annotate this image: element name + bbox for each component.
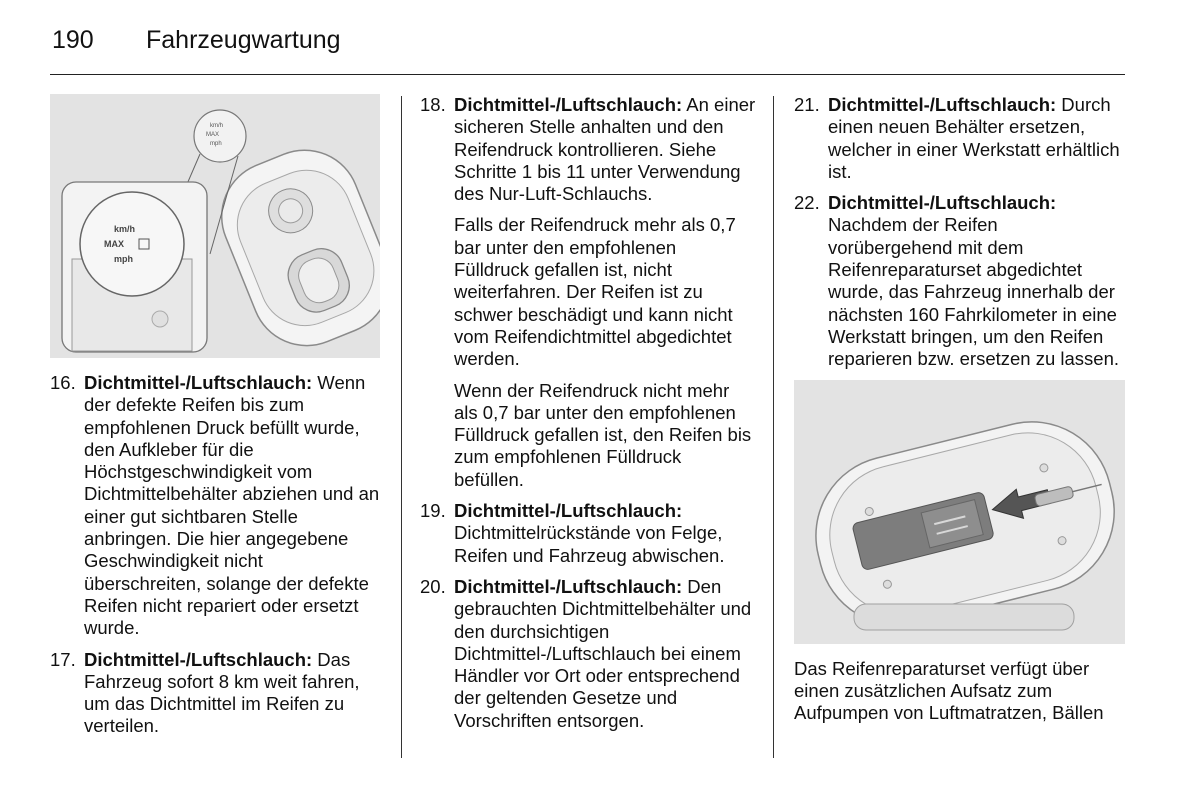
column-left (50, 94, 380, 747)
step-text: Dichtmittelrückstände von Felge, Reifen und Fahrzeug abwischen. (454, 522, 725, 566)
list-item (50, 649, 380, 738)
step-subparagraph: Falls der Reifendruck mehr als 0,7 bar unter den empfohlenen Fülldruck gefallen ist, nicht weiterfahren. Der Reifen ist zu schwer beschädigt und kann nicht vom Reifendichtmittel abgedichtet werden. (454, 214, 736, 370)
list-item (794, 94, 1125, 183)
svg-text:km/h: km/h (210, 123, 224, 129)
column-right (794, 94, 1125, 724)
step-text: Durch einen neuen Behälter ersetzen, welcher in einer Werkstatt erhältlich ist. (828, 94, 1120, 182)
list-item (420, 94, 756, 205)
step-number: 21. (794, 94, 820, 115)
list-item (50, 372, 380, 640)
list-item (420, 576, 756, 732)
header-divider (50, 74, 1125, 75)
chapter-title: Fahrzeugwartung (146, 26, 341, 54)
step-heading: Dichtmittel-/Luftschlauch: (84, 648, 313, 670)
gauge-label-kmh: km/h (114, 224, 136, 234)
step-number: 20. (420, 575, 446, 597)
gauge-label-max: MAX (104, 239, 124, 249)
step-number: 17. (50, 648, 76, 670)
svg-text:mph: mph (210, 141, 222, 147)
sealant-container-illustration (50, 94, 380, 358)
step-heading: Dichtmittel-/Luftschlauch: (454, 500, 683, 522)
step-number: 16. (50, 372, 76, 393)
step-subparagraph: Wenn der Reifendruck nicht mehr als 0,7 bar unter den empfohlenen Fülldruck gefallen ist, den Reifen bis zum empfohlenen Fülldruck befüllen. (454, 379, 752, 490)
step-heading: Dichtmittel-/Luftschlauch: (454, 94, 683, 115)
step-text: Das Fahrzeug sofort 8 km weit fahren, um das Dichtmittel im Reifen zu verteilen. (84, 648, 360, 737)
page-number: 190 (52, 26, 94, 54)
figure-repair-kit-accessory (794, 380, 1125, 644)
repair-kit-illustration (794, 380, 1125, 644)
step-heading: Dichtmittel-/Luftschlauch: (828, 94, 1057, 115)
step-number: 18. (420, 94, 446, 115)
figure-sealant-container-label (50, 94, 380, 358)
step-number: 19. (420, 500, 446, 522)
step-text: An einer sicheren Stelle anhalten und den Reifendruck kontrollieren. Siehe Schritte 1 bis 11 unter Verwendung des Nur-Luft-Schlauchs. (454, 94, 756, 205)
closing-paragraph: Das Reifenreparaturset verfügt über einen zusätzlichen Aufsatz zum Aufpumpen von Luftmatratzen, Bällen (794, 657, 1104, 724)
step-heading: Dichtmittel-/Luftschlauch: (828, 192, 1057, 214)
step-text: Wenn der defekte Reifen bis zum empfohlenen Druck befüllt wurde, den Aufkleber für die Höchstgeschwindigkeit vom Dichtmittelbehälter abziehen und an einer gut sichtbaren Stelle anbringen. Die hier angegebene Geschwindigkeit nicht überschreiten, solange der defekte Reifen nicht repariert oder ersetzt wurde. (84, 372, 380, 639)
gauge-label-mph: mph (114, 254, 133, 264)
column-divider (401, 96, 402, 758)
column-divider (773, 96, 774, 758)
list-item (420, 500, 756, 567)
step-text: Nachdem der Reifen vorübergehend mit dem Reifenreparaturset abgedichtet wurde, das Fahrzeug innerhalb der nächsten 160 Fahrkilometer in eine Werkstatt bringen, um den Reifen reparieren bzw. ersetzen zu lassen. (828, 214, 1120, 370)
list-item (794, 192, 1125, 370)
svg-text:MAX: MAX (206, 132, 220, 138)
step-text: Den gebrauchten Dichtmittelbehälter und den durchsichtigen Dichtmittel-/Luftschlauch bei einem Händler vor Ort oder entsprechend der geltenden Gesetze und Vorschriften entsorgen. (454, 575, 752, 731)
step-heading: Dichtmittel-/Luftschlauch: (84, 372, 313, 393)
step-number: 22. (794, 192, 820, 214)
step-heading: Dichtmittel-/Luftschlauch: (454, 575, 683, 597)
column-middle (420, 94, 756, 741)
